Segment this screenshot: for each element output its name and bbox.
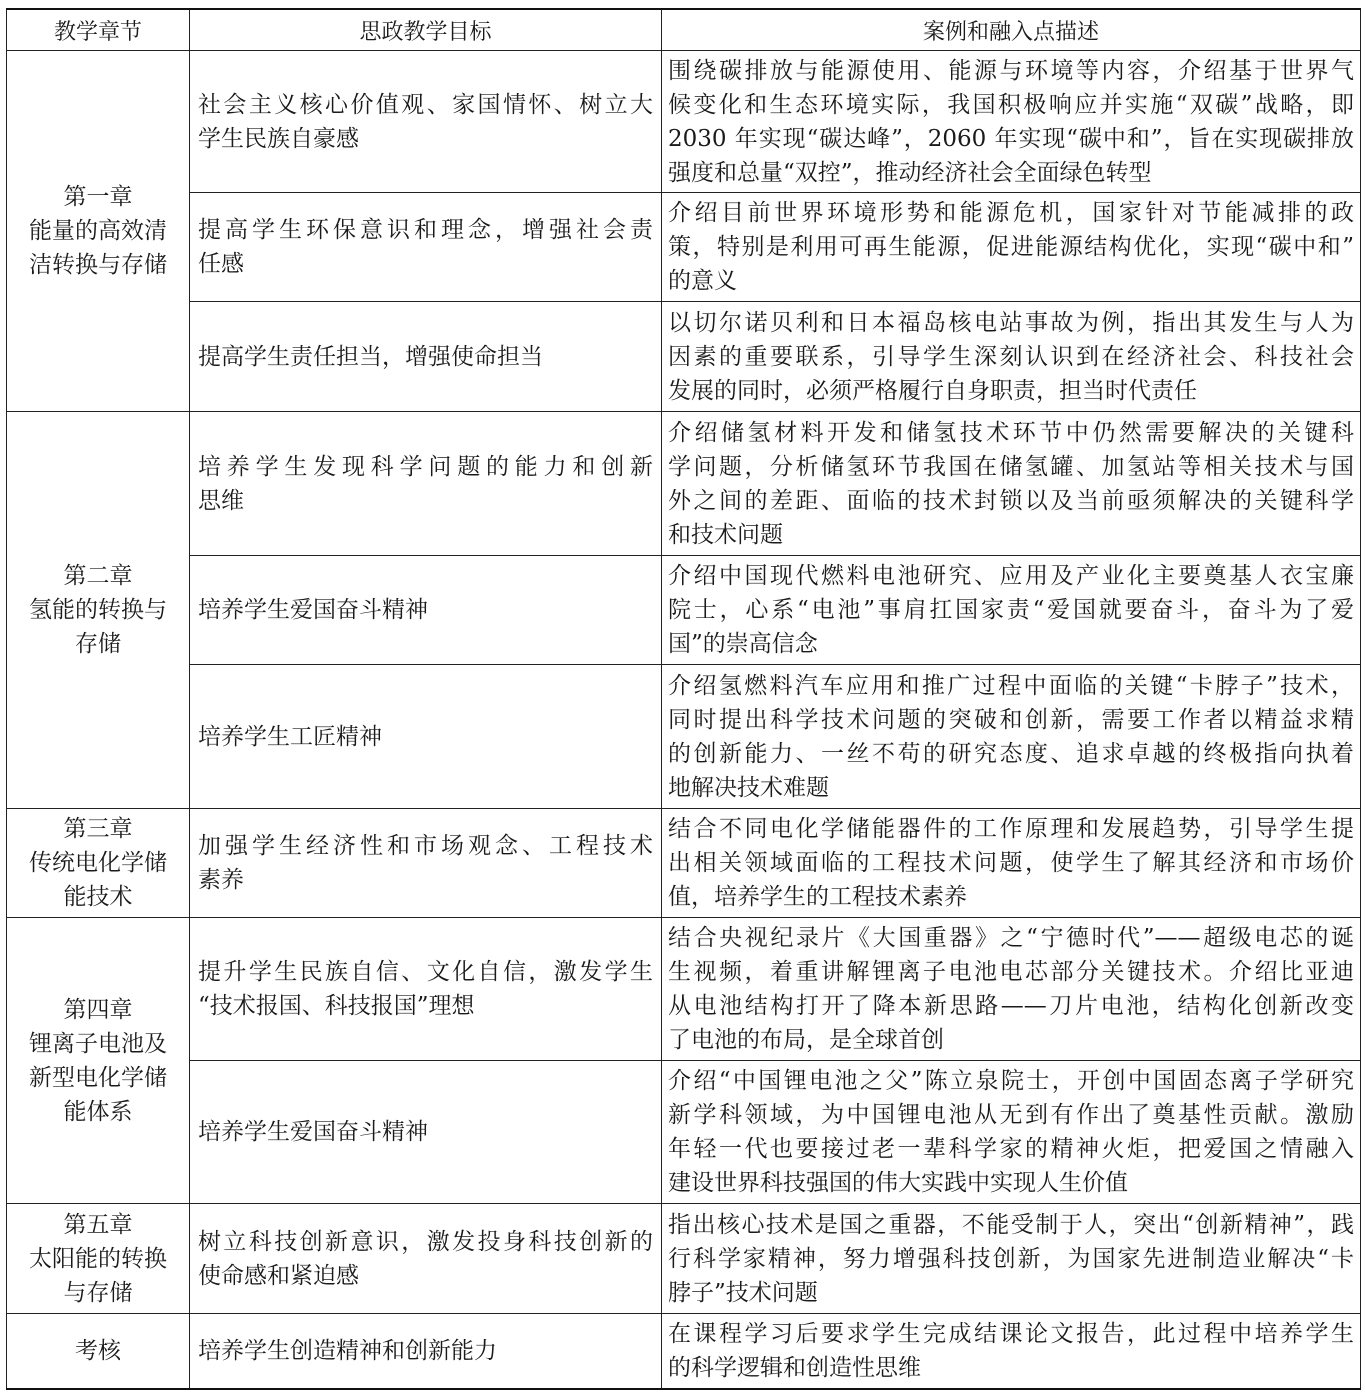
desc-cell: [662, 193, 1361, 302]
chapter-line: 锂离子电池及: [29, 1030, 167, 1057]
goal-cell: [190, 918, 662, 1061]
chapter-cell: [7, 1204, 190, 1314]
desc-cell: [662, 1061, 1361, 1204]
desc-line: 了电池的布局，是全球首创: [668, 1027, 944, 1053]
desc-cell: [662, 412, 1361, 556]
desc-line: 介绍目前世界环境形势和能源危机，国家针对节能减排的政: [668, 200, 1354, 226]
table-row: [7, 412, 1361, 556]
chapter-line: 太阳能的转换: [29, 1245, 167, 1272]
desc-line: 的创新能力、一丝不苟的研究态度、追求卓越的终极指向执着: [668, 740, 1354, 767]
desc-line: 指出核心技术是国之重器，不能受制于人，突出“创新精神”，践: [668, 1211, 1354, 1238]
desc-line: 策，特别是利用可再生能源，促进能源结构优化，实现“碳中和”: [668, 234, 1354, 260]
goal-line: 任感: [198, 251, 244, 277]
goal-line: 培养学生爱国奋斗精神: [198, 1119, 428, 1145]
desc-line: 强度和总量“双控”，推动经济社会全面绿色转型: [668, 159, 1152, 186]
table-row: [7, 556, 1361, 665]
ideological-teaching-table: [6, 8, 1361, 1390]
goal-cell: [190, 1314, 662, 1389]
goal-line: 素养: [198, 867, 244, 893]
desc-line: 围绕碳排放与能源使用、能源与环境等内容，介绍基于世界气: [668, 57, 1354, 84]
desc-line: 结合央视纪录片《大国重器》之“宁德时代”——超级电芯的诞: [668, 925, 1354, 951]
desc-line: 结合不同电化学储能器件的工作原理和发展趋势，引导学生提: [668, 816, 1354, 842]
chapter-cell: [7, 809, 190, 918]
goal-line: 培养学生发现科学问题的能力和创新: [198, 453, 653, 480]
desc-line: 和技术问题: [668, 521, 783, 548]
chapter-cell: [7, 918, 190, 1204]
chapter-line: 第二章: [63, 563, 133, 589]
goal-line: 培养学生工匠精神: [198, 723, 382, 750]
goal-cell: [190, 1204, 662, 1314]
goal-line: 思维: [198, 487, 244, 514]
goal-cell: [190, 1061, 662, 1204]
chapter-line: 与存储: [63, 1279, 133, 1306]
table-row: [7, 51, 1361, 193]
goal-line: 加强学生经济性和市场观念、工程技术: [198, 833, 653, 859]
goal-line: 提升学生民族自信、文化自信，激发学生: [198, 959, 653, 985]
desc-line: 介绍“中国锂电池之父”陈立泉院士，开创中国固态离子学研究: [668, 1068, 1354, 1094]
chapter-line: 第三章: [63, 816, 133, 842]
desc-line: 在课程学习后要求学生完成结课论文报告，此过程中培养学生: [668, 1320, 1354, 1347]
desc-line: 院士，心系“电池”事肩扛国家责“爱国就要奋斗，奋斗为了爱: [668, 597, 1354, 623]
goal-line: 提高学生责任担当，增强使命担当: [198, 343, 543, 370]
table-row: [7, 665, 1361, 809]
table-row: [7, 302, 1361, 412]
desc-line: 生视频，着重讲解锂离子电池电芯部分关键技术。介绍比亚迪: [668, 959, 1354, 985]
desc-cell: [662, 556, 1361, 665]
chapter-cell: [7, 51, 190, 412]
chapter-cell: [7, 1314, 190, 1389]
desc-line: 建设世界科技强国的伟大实践中实现人生价值: [668, 1170, 1128, 1196]
goal-line: 提高学生环保意识和理念，增强社会责: [198, 217, 653, 243]
desc-line: 因素的重要联系，引导学生深刻认识到在经济社会、科技社会: [668, 343, 1354, 370]
chapter-line: 考核: [75, 1337, 121, 1364]
goal-line: 培养学生创造精神和创新能力: [198, 1337, 497, 1364]
goal-cell: [190, 302, 662, 412]
header-row: [7, 9, 1361, 51]
desc-line: 从电池结构打开了降本新思路——刀片电池，结构化创新改变: [668, 993, 1354, 1019]
table-row: [7, 1204, 1361, 1314]
chapter-line: 第四章: [63, 996, 133, 1023]
chapter-line: 氢能的转换与: [29, 597, 167, 623]
chapter-line: 能体系: [63, 1098, 133, 1125]
goal-line: “技术报国、科技报国”理想: [198, 993, 475, 1019]
desc-line: 的意义: [668, 268, 737, 294]
goal-cell: [190, 809, 662, 918]
chapter-line: 洁转换与存储: [29, 252, 167, 278]
desc-cell: [662, 665, 1361, 809]
goal-cell: [190, 193, 662, 302]
desc-line: 学问题，分析储氢环节我国在储氢罐、加氢站等相关技术与国: [668, 453, 1354, 480]
desc-line: 的科学逻辑和创造性思维: [668, 1354, 921, 1381]
desc-line: 国”的崇高信念: [668, 631, 818, 657]
desc-line: 2030 年实现“碳达峰”，2060 年实现“碳中和”，旨在实现碳排放: [668, 125, 1354, 152]
goal-line: 社会主义核心价值观、家国情怀、树立大: [198, 91, 653, 118]
desc-cell: [662, 51, 1361, 193]
chapter-line: 第一章: [63, 184, 133, 210]
desc-cell: [662, 302, 1361, 412]
desc-line: 值，培养学生的工程技术素养: [668, 884, 967, 910]
desc-cell: [662, 1204, 1361, 1314]
desc-line: 以切尔诺贝利和日本福岛核电站事故为例，指出其发生与人为: [668, 309, 1354, 336]
desc-cell: [662, 809, 1361, 918]
goal-cell: [190, 556, 662, 665]
goal-cell: [190, 51, 662, 193]
goal-line: 学生民族自豪感: [198, 125, 359, 152]
table-row: [7, 193, 1361, 302]
chapter-line: 第五章: [63, 1211, 133, 1238]
desc-line: 介绍中国现代燃料电池研究、应用及产业化主要奠基人衣宝廉: [668, 563, 1354, 589]
goal-cell: [190, 665, 662, 809]
goal-line: 培养学生爱国奋斗精神: [198, 597, 428, 623]
table-row: [7, 1061, 1361, 1204]
goal-line: 树立科技创新意识，激发投身科技创新的: [198, 1228, 653, 1255]
desc-line: 介绍储氢材料开发和储氢技术环节中仍然需要解决的关键科: [668, 419, 1354, 446]
desc-cell: [662, 1314, 1361, 1389]
desc-line: 脖子”技术问题: [668, 1279, 818, 1306]
chapter-line: 存储: [75, 631, 121, 657]
goal-line: 使命感和紧迫感: [198, 1262, 359, 1289]
desc-line: 介绍氢燃料汽车应用和推广过程中面临的关键“卡脖子”技术，: [668, 672, 1354, 699]
header-chapter: 教学章节: [7, 9, 190, 51]
chapter-line: 传统电化学储: [29, 850, 167, 876]
desc-line: 外之间的差距、面临的技术封锁以及当前亟须解决的关键科学: [668, 487, 1354, 514]
chapter-line: 能技术: [63, 884, 133, 910]
table-row: [7, 1314, 1361, 1389]
chapter-line: 新型电化学储: [29, 1064, 167, 1091]
desc-cell: [662, 918, 1361, 1061]
header-desc: 案例和融入点描述: [662, 9, 1361, 51]
goal-cell: [190, 412, 662, 556]
chapter-cell: [7, 412, 190, 809]
header-goal: 思政教学目标: [190, 9, 662, 51]
desc-line: 同时提出科学技术问题的突破和创新，需要工作者以精益求精: [668, 706, 1354, 733]
desc-line: 年轻一代也要接过老一辈科学家的精神火炬，把爱国之情融入: [668, 1136, 1354, 1162]
desc-line: 候变化和生态环境实际，我国积极响应并实施“双碳”战略，即: [668, 91, 1354, 118]
desc-line: 行科学家精神，努力增强科技创新，为国家先进制造业解决“卡: [668, 1245, 1354, 1272]
chapter-line: 能量的高效清: [29, 218, 167, 244]
table-row: [7, 809, 1361, 918]
table-row: [7, 918, 1361, 1061]
desc-line: 新学科领域，为中国锂电池从无到有作出了奠基性贡献。激励: [668, 1102, 1354, 1128]
desc-line: 发展的同时，必须严格履行自身职责，担当时代责任: [668, 377, 1197, 404]
desc-line: 出相关领域面临的工程技术问题，使学生了解其经济和市场价: [668, 850, 1354, 876]
desc-line: 地解决技术难题: [668, 774, 829, 801]
